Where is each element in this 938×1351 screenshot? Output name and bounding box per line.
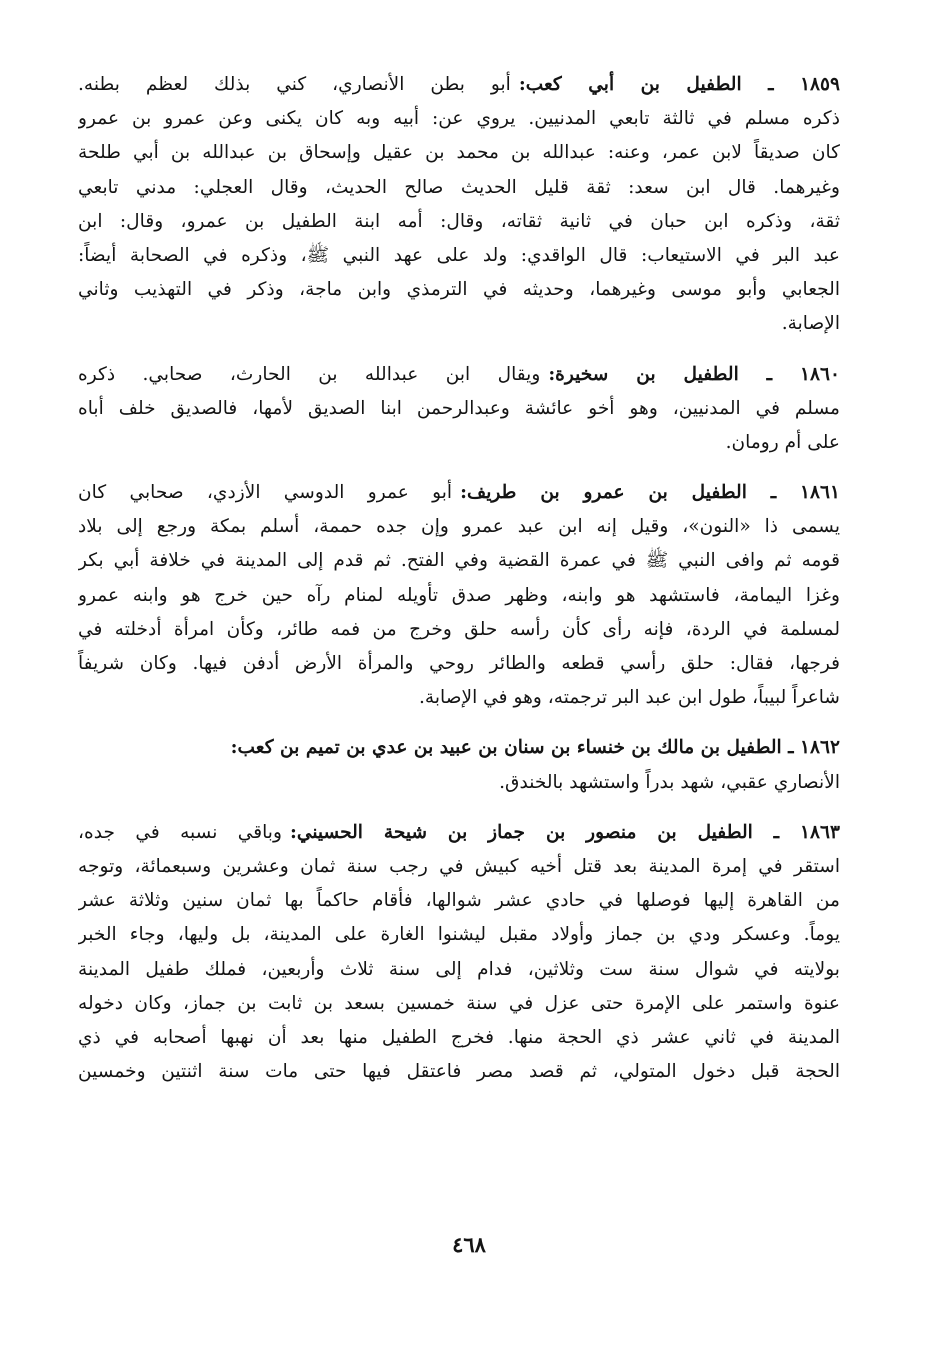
entry-line <box>78 731 840 765</box>
entry-line: ثقة، وذكره ابن حبان في ثانية ثقاته، وقال: أمه ابنة الطفيل بن عمرو، وقال: ابن <box>78 210 840 232</box>
entry-line: من القاهرة إليها فوصلها في حادي عشر شوالها، فأقام حاكماً بها ثمان سنين وثلاثة عشر <box>78 890 840 912</box>
entry-line: الحجة قبل دخول المتولي، ثم قصد مصر فاعتقل فيها حتى مات سنة اثنتين وخمسين <box>78 1061 840 1083</box>
entry-line: الإصابة. <box>781 313 840 335</box>
entry-1860 <box>78 358 840 461</box>
entry-line: يوماً. وعسكر ودي بن جماز وأولاد مقبل ليشنوا الغارة على المدينة، بل وليها، وجاء الخبر <box>78 924 840 946</box>
entry-heading: ١٨٦٠ ـ الطفيل بن سخيرة: <box>548 363 840 385</box>
entry-heading: ١٨٦١ ـ الطفيل بن عمرو بن طريف: <box>460 482 840 504</box>
entry-line: وغيرهما. قال ابن سعد: ثقة قليل الحديث صالح الحديث، وقال العجلي: مدني تابعي <box>78 176 840 198</box>
entry-line: الأنصاري عقبي، شهد بدراً واستشهد بالخندق. <box>499 771 840 793</box>
entry-line: ذكره مسلم في ثالثة تابعي المدنيين. يروي عن: أبيه وبه كان يكنى وعن عمرو بن عمرو <box>78 108 840 130</box>
entry-line: يسمى ذا «النون»، وقيل إنه ابن عبد عمرو وإن جده حممة، أسلم بمكة ورجع إلى بلاد <box>78 516 840 538</box>
entry-line: قومه ثم وافى النبي ﷺ في عمرة القضية وفي الفتح. ثم قدم إلى المدينة في خلافة أبي بكر <box>78 550 840 572</box>
entry-text: ويقال ابن عبدالله بن الحارث، صحابي. ذكره <box>78 363 541 385</box>
entry-line: مسلم في المدنيين، وهو أخو عائشة وعبدالرحمن ابنا الصديق لأمها، فالصديق خلف أباه <box>78 397 840 419</box>
entry-text: أبو بطن الأنصاري، كني بذلك لعظم بطنه. <box>78 74 511 95</box>
entry-1861 <box>78 476 840 715</box>
entry-1863 <box>78 816 840 1090</box>
entry-text: وباقي نسبه في جده، <box>78 821 282 843</box>
entry-heading: ١٨٦٢ ـ الطفيل بن مالك بن خنساء بن سنان بن عبيد بن عدي بن تميم بن كعب: <box>230 737 840 759</box>
entry-line: الجعابي وأبو موسى وغيرهما، وحديثه في الترمذي وابن ماجة، وذكر في التهذيب وثاني <box>78 279 840 301</box>
entry-line: على أم رومان. <box>725 431 840 453</box>
entry-line: عنوة واستمر على الإمرة حتى عزل في سنة خمسين بسعد بن ثابت بن جماز، وكان دخوله <box>78 992 840 1014</box>
entry-line <box>78 816 840 850</box>
entry-line <box>78 68 840 102</box>
entry-heading: ١٨٥٩ ـ الطفيل بن أبي كعب: <box>518 74 840 95</box>
entry-line: بولايته في شوال سنة ست وثلاثين، فدام إلى سنة ثلاث وأربعين، فملك طفيل المدينة <box>78 958 840 980</box>
entry-line: فرجها، فقال: حلق رأسي قطعه والطائر روحي والمرأة الأرض أدفن فيها. وكان شريفاً <box>78 653 840 674</box>
entry-line <box>78 358 840 392</box>
entry-line: لمسلمة في الردة، فإنه رأى كأن رأسه حلق وخرج من فمه طائر، وكأن امرأة أدخلته في <box>78 618 840 640</box>
entry-1862 <box>78 731 840 799</box>
entry-line: شاعراً لبيباً، طول ابن عبد البر ترجمته، وهو في الإصابة. <box>418 687 840 709</box>
entry-line: وغزا اليمامة، فاستشهد هو وابنه، وظهر صدق تأويله لمنام رآه حين خرج هو وابنه عمرو <box>78 584 840 606</box>
entry-text: أبو عمرو الدوسي الأزدي، صحابي كان <box>78 482 453 504</box>
page-number: ٤٦٨ <box>452 1232 486 1257</box>
entry-line: المدينة في ثاني عشر ذي الحجة منها. فخرج الطفيل منها بعد أن نهبها أصحابه في ذي <box>78 1026 840 1048</box>
entry-line: استقر في إمرة المدينة بعد قتل أخيه كبيش في رجب سنة ثمان وعشرين وسبعمائة، وتوجه <box>78 855 840 877</box>
entry-line <box>78 476 840 510</box>
entry-line: عبد البر في الاستيعاب: قال الواقدي: ولد على عهد النبي ﷺ، وذكره في الصحابة أيضاً: <box>78 244 840 266</box>
entry-1859 <box>78 68 840 342</box>
entry-heading: ١٨٦٣ ـ الطفيل بن منصور بن جماز بن شيحة الحسيني: <box>289 821 840 843</box>
entry-line: كان صديقاً لابن عمر، وعنه: عبدالله بن محمد بن عقيل وإسحاق بن عبدالله بن أبي طلحة <box>78 142 840 164</box>
book-page <box>78 68 840 1338</box>
